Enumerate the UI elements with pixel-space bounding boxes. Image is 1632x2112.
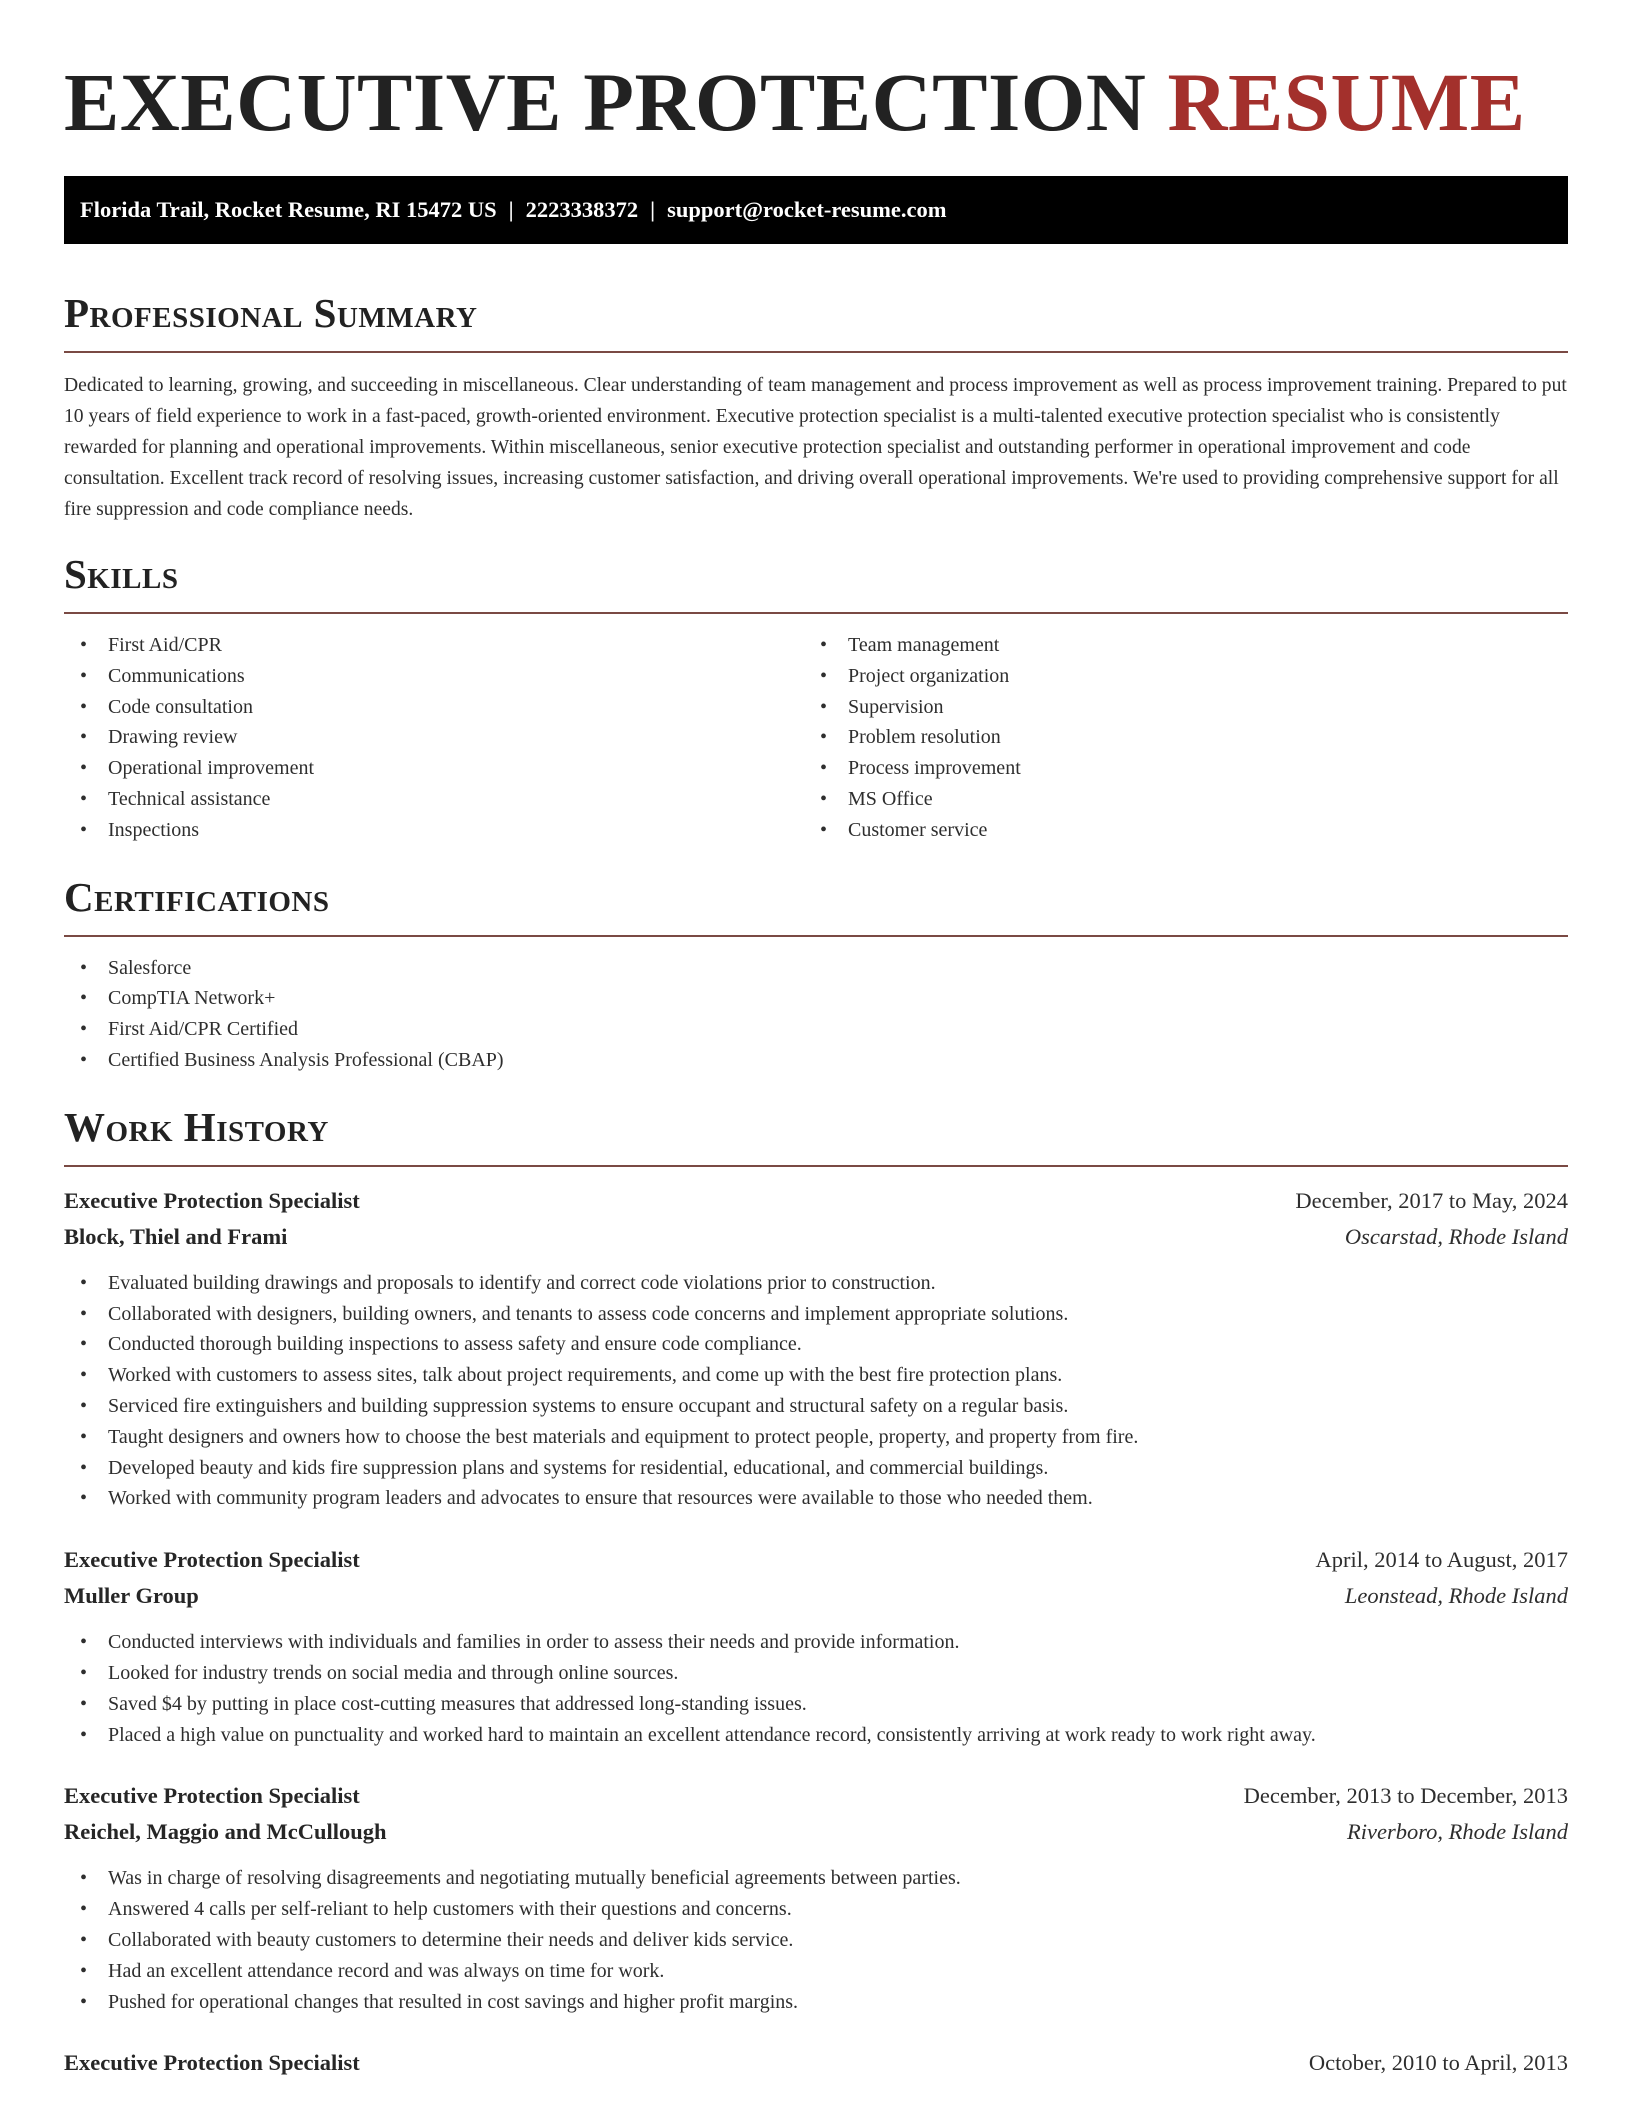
- skills-section: [64, 549, 1568, 846]
- contact-bar: [64, 176, 1568, 244]
- work-history-section: [64, 1102, 1568, 2082]
- job-title: Executive Protection Specialist: [64, 2050, 360, 2076]
- job-entry: [64, 1183, 1568, 1514]
- job-duty-item: • Collaborated with designers, building owners, and tenants to assess code concerns and implement appropriate solutions.: [64, 1299, 1568, 1330]
- job-duty-item: • Looked for industry trends on social media and through online sources.: [64, 1658, 1568, 1689]
- job-title: Executive Protection Specialist: [64, 1783, 360, 1809]
- job-duties-list: [64, 1627, 1568, 1750]
- skills-heading: Skills: [64, 551, 179, 597]
- skill-item: • MS Office: [804, 784, 1544, 815]
- section-divider: [64, 935, 1568, 937]
- job-duty-item: • Saved $4 by putting in place cost-cutting measures that addressed long-standing issues.: [64, 1689, 1568, 1720]
- job-header-row: [64, 1542, 1568, 1578]
- job-company: Reichel, Maggio and McCullough: [64, 1819, 387, 1845]
- skill-item: • Process improvement: [804, 753, 1544, 784]
- job-duty-item: • Pushed for operational changes that resulted in cost savings and higher profit margins.: [64, 1987, 1568, 2018]
- job-duty-item: • Worked with community program leaders and advocates to ensure that resources were available to those who needed them.: [64, 1483, 1568, 1514]
- job-dates: December, 2013 to December, 2013: [1243, 1783, 1568, 1809]
- contact-address: Florida Trail, Rocket Resume, RI 15472 US: [80, 197, 497, 222]
- contact-phone: 2223338372: [525, 197, 639, 222]
- skill-item: • Inspections: [64, 815, 804, 846]
- job-duty-item: • Answered 4 calls per self-reliant to help customers with their questions and concerns.: [64, 1894, 1568, 1925]
- job-header-row: [64, 1778, 1568, 1814]
- summary-section: [64, 288, 1568, 525]
- job-entry: [64, 2045, 1568, 2081]
- certifications-list: [64, 953, 1568, 1076]
- certification-item: • First Aid/CPR Certified: [64, 1014, 1568, 1045]
- certifications-section: [64, 872, 1568, 1076]
- skills-column-right: [804, 630, 1544, 846]
- job-duty-item: • Taught designers and owners how to choose the best materials and equipment to protect people, property, and property from fire.: [64, 1422, 1568, 1453]
- section-divider: [64, 1165, 1568, 1167]
- section-divider: [64, 612, 1568, 614]
- job-entry: [64, 1542, 1568, 1750]
- job-duty-item: • Serviced fire extinguishers and building suppression systems to ensure occupant and structural safety on a regular basis.: [64, 1391, 1568, 1422]
- certification-item: • Certified Business Analysis Professional (CBAP): [64, 1045, 1568, 1076]
- job-company: Block, Thiel and Frami: [64, 1223, 288, 1249]
- job-dates: December, 2017 to May, 2024: [1295, 1187, 1568, 1213]
- job-duty-item: • Was in charge of resolving disagreements and negotiating mutually beneficial agreements between parties.: [64, 1863, 1568, 1894]
- job-duty-item: • Conducted thorough building inspections to assess safety and ensure code compliance.: [64, 1329, 1568, 1360]
- job-company-row: [64, 1219, 1568, 1255]
- job-duty-item: • Placed a high value on punctuality and worked hard to maintain an excellent attendance record, consistently arriving at work ready to work right away.: [64, 1720, 1568, 1751]
- certifications-heading: Certifications: [64, 873, 330, 920]
- job-dates: April, 2014 to August, 2017: [1315, 1547, 1568, 1573]
- skills-list-left: [64, 630, 804, 846]
- contact-separator: |: [650, 197, 656, 222]
- skill-item: • Technical assistance: [64, 784, 804, 815]
- resume-page: [64, 0, 1568, 2081]
- job-duty-item: • Conducted interviews with individuals and families in order to assess their needs and provide information.: [64, 1627, 1568, 1658]
- job-location: Leonstead, Rhode Island: [1344, 1583, 1568, 1609]
- skill-item: • First Aid/CPR: [64, 630, 804, 661]
- job-duty-item: • Developed beauty and kids fire suppression plans and systems for residential, educational, and commercial buildings.: [64, 1453, 1568, 1484]
- skills-list-right: [804, 630, 1544, 846]
- job-duties-list: [64, 1863, 1568, 2017]
- contact-separator: |: [508, 197, 514, 222]
- job-company-row: [64, 1578, 1568, 1614]
- job-duty-item: • Collaborated with beauty customers to determine their needs and deliver kids service.: [64, 1925, 1568, 1956]
- title-accent: RESUME: [1167, 56, 1526, 148]
- summary-text: Dedicated to learning, growing, and succeeding in miscellaneous. Clear understanding of team management and process improvement as well as process improvement training. Prepared to put 10 years of field experience to work in a fast-paced, growth-oriented environment. Executive protection specialist is a multi-talented executive protection specialist who is consistently rewarded for planning and operational improvements. Within miscellaneous, senior executive protection specialist and outstanding performer in operational improvement and code consultation. Excellent track record of resolving issues, increasing customer satisfaction, and driving overall operational improvements. We're used to providing comprehensive support for all fire suppression and code compliance needs.: [64, 375, 1567, 520]
- work-history-heading: Work History: [64, 1103, 329, 1150]
- skill-item: • Drawing review: [64, 722, 804, 753]
- certification-item: • CompTIA Network+: [64, 983, 1568, 1014]
- job-duty-item: • Worked with customers to assess sites, talk about project requirements, and come up with the best fire protection plans.: [64, 1360, 1568, 1391]
- job-duties-list: [64, 1268, 1568, 1514]
- skill-item: • Supervision: [804, 692, 1544, 723]
- job-title: Executive Protection Specialist: [64, 1187, 360, 1213]
- skill-item: • Problem resolution: [804, 722, 1544, 753]
- job-header-row: [64, 1183, 1568, 1219]
- skills-column-left: [64, 630, 804, 846]
- job-company-row: [64, 1814, 1568, 1850]
- resume-title: [64, 0, 1568, 146]
- job-header-row: [64, 2045, 1568, 2081]
- job-duty-item: • Had an excellent attendance record and was always on time for work.: [64, 1956, 1568, 1987]
- certification-item: • Salesforce: [64, 953, 1568, 984]
- job-entry: [64, 1778, 1568, 2017]
- skill-item: • Project organization: [804, 661, 1544, 692]
- section-divider: [64, 351, 1568, 353]
- job-dates: October, 2010 to April, 2013: [1308, 2050, 1568, 2076]
- skill-item: • Team management: [804, 630, 1544, 661]
- summary-heading: Professional Summary: [64, 290, 478, 336]
- skill-item: • Operational improvement: [64, 753, 804, 784]
- skill-item: • Communications: [64, 661, 804, 692]
- job-location: Riverboro, Rhode Island: [1346, 1819, 1568, 1845]
- job-duty-item: • Evaluated building drawings and proposals to identify and correct code violations prior to construction.: [64, 1268, 1568, 1299]
- job-title: Executive Protection Specialist: [64, 1547, 360, 1573]
- job-company: Muller Group: [64, 1583, 199, 1609]
- title-main: EXECUTIVE PROTECTION: [64, 56, 1147, 148]
- job-location: Oscarstad, Rhode Island: [1344, 1223, 1568, 1249]
- skill-item: • Customer service: [804, 815, 1544, 846]
- contact-email: support@rocket-resume.com: [667, 197, 947, 222]
- skills-grid: [64, 630, 1568, 846]
- skill-item: • Code consultation: [64, 692, 804, 723]
